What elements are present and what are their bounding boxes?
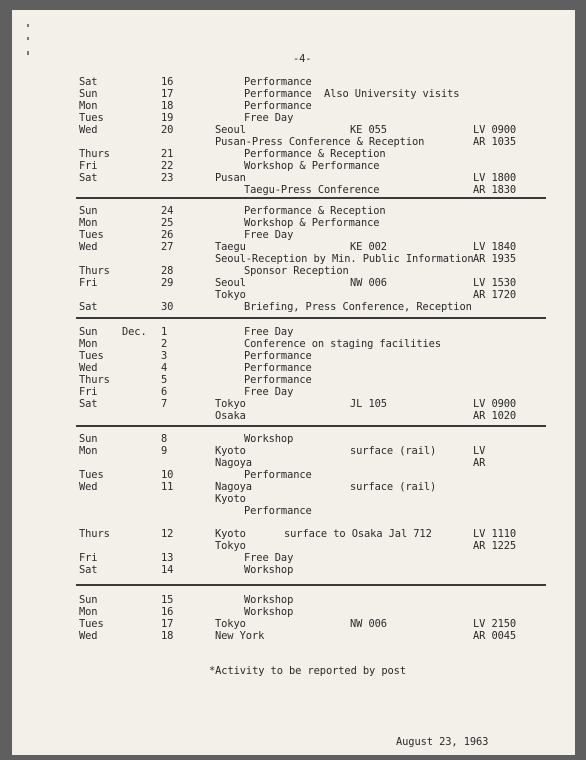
row-city: Nagoya	[215, 481, 252, 493]
row-date: 22	[161, 160, 174, 172]
row-activity: Performance	[244, 374, 312, 386]
section-divider	[76, 425, 546, 427]
row-date: 20	[161, 124, 174, 136]
row-date: 8	[161, 433, 168, 445]
row-date: 24	[161, 205, 174, 217]
row-flight: NW 006	[350, 618, 387, 630]
row-day: Thurs	[79, 528, 110, 540]
row-date: 27	[161, 241, 174, 253]
row-city: Taegu	[215, 241, 246, 253]
row-time: AR	[473, 457, 486, 469]
row-date: 14	[161, 564, 174, 576]
row-activity: Performance	[244, 469, 312, 481]
row-day: Sat	[79, 564, 98, 576]
row-time: LV 0900	[473, 398, 517, 410]
row-city: Tokyo	[215, 540, 246, 552]
row-city: Kyoto	[215, 528, 246, 540]
row-flight: JL 105	[350, 398, 387, 410]
row-activity: Workshop	[244, 594, 294, 606]
row-time: AR 1225	[473, 540, 517, 552]
row-activity: Performance & Reception	[244, 148, 386, 160]
row-day: Tues	[79, 112, 104, 124]
row-time: LV 1530	[473, 277, 517, 289]
row-day: Mon	[79, 606, 98, 618]
row-date: 2	[161, 338, 168, 350]
row-time: LV	[473, 445, 486, 457]
row-day: Tues	[79, 350, 104, 362]
row-date: 4	[161, 362, 168, 374]
row-activity: Taegu-Press Conference	[244, 184, 380, 196]
row-city: Seoul-Reception by Min. Public Information	[215, 253, 474, 265]
document-page	[12, 10, 575, 755]
row-date: 10	[161, 469, 174, 481]
row-city: Nagoya	[215, 457, 252, 469]
row-activity: Free Day	[244, 112, 294, 124]
row-day: Sun	[79, 205, 98, 217]
row-time: LV 1800	[473, 172, 517, 184]
row-day: Wed	[79, 241, 98, 253]
row-date: 7	[161, 398, 168, 410]
row-activity: Briefing, Press Conference, Reception	[244, 301, 472, 313]
row-time: AR 1935	[473, 253, 517, 265]
row-city: Kyoto	[215, 445, 246, 457]
date-line: August 23, 1963	[396, 736, 489, 748]
punch-mark	[27, 37, 29, 40]
row-activity: Performance & Reception	[244, 205, 386, 217]
row-city: Tokyo	[215, 398, 246, 410]
row-date: 17	[161, 618, 174, 630]
punch-mark	[27, 51, 29, 55]
row-day: Thurs	[79, 374, 110, 386]
row-day: Tues	[79, 618, 104, 630]
row-month: Dec.	[122, 326, 147, 338]
row-day: Mon	[79, 217, 98, 229]
row-date: 15	[161, 594, 174, 606]
row-city: New York	[215, 630, 265, 642]
row-date: 29	[161, 277, 174, 289]
row-date: 28	[161, 265, 174, 277]
row-activity: Workshop & Performance	[244, 160, 380, 172]
row-flight: NW 006	[350, 277, 387, 289]
row-date: 30	[161, 301, 174, 313]
row-activity: Free Day	[244, 229, 294, 241]
row-activity: Conference on staging facilities	[244, 338, 441, 350]
row-activity: Performance	[244, 350, 312, 362]
section-divider	[76, 197, 546, 199]
row-activity: Workshop	[244, 564, 294, 576]
row-time: AR 1035	[473, 136, 517, 148]
row-time: AR 1830	[473, 184, 517, 196]
row-activity: Free Day	[244, 552, 294, 564]
row-date: 12	[161, 528, 174, 540]
row-date: 16	[161, 606, 174, 618]
row-time: LV 2150	[473, 618, 517, 630]
row-city: Kyoto	[215, 493, 246, 505]
row-time: AR 1720	[473, 289, 517, 301]
row-date: 9	[161, 445, 168, 457]
row-activity: Performance	[244, 362, 312, 374]
row-date: 3	[161, 350, 168, 362]
row-flight: surface (rail)	[350, 481, 437, 493]
row-activity: Sponsor Reception	[244, 265, 349, 277]
row-time: LV 0900	[473, 124, 517, 136]
row-activity: Performance	[244, 100, 312, 112]
row-date: 6	[161, 386, 168, 398]
row-time: LV 1840	[473, 241, 517, 253]
row-time: AR 0045	[473, 630, 517, 642]
row-activity: Free Day	[244, 326, 294, 338]
row-city: Osaka	[215, 410, 246, 422]
section-divider	[76, 584, 546, 586]
page-number: -4-	[293, 53, 312, 65]
row-activity: Performance	[244, 505, 312, 517]
row-day: Sat	[79, 398, 98, 410]
row-date: 21	[161, 148, 174, 160]
row-activity: Performance	[244, 76, 312, 88]
row-day: Wed	[79, 481, 98, 493]
row-city: Seoul	[215, 124, 246, 136]
row-day: Sat	[79, 172, 98, 184]
row-date: 19	[161, 112, 174, 124]
row-city: Pusan	[215, 172, 246, 184]
punch-mark	[27, 24, 29, 27]
row-day: Mon	[79, 445, 98, 457]
row-day: Tues	[79, 229, 104, 241]
row-city: Tokyo	[215, 289, 246, 301]
row-city: Seoul	[215, 277, 246, 289]
row-city: Tokyo	[215, 618, 246, 630]
row-day: Mon	[79, 338, 98, 350]
row-date: 11	[161, 481, 174, 493]
row-activity: Free Day	[244, 386, 294, 398]
row-flight: KE 002	[350, 241, 387, 253]
row-date: 17	[161, 88, 174, 100]
row-day: Fri	[79, 386, 98, 398]
row-day: Sun	[79, 88, 98, 100]
row-flight: surface (rail)	[350, 445, 437, 457]
row-day: Sun	[79, 594, 98, 606]
row-day: Wed	[79, 630, 98, 642]
row-day: Sat	[79, 301, 98, 313]
row-day: Sat	[79, 76, 98, 88]
row-time: LV 1110	[473, 528, 517, 540]
row-day: Thurs	[79, 265, 110, 277]
row-day: Tues	[79, 469, 104, 481]
row-activity: Workshop	[244, 606, 294, 618]
row-activity: Performance Also University visits	[244, 88, 460, 100]
row-day: Sun	[79, 326, 98, 338]
row-date: 25	[161, 217, 174, 229]
row-flight: KE 055	[350, 124, 387, 136]
row-day: Sun	[79, 433, 98, 445]
row-city: Pusan-Press Conference & Reception	[215, 136, 425, 148]
row-day: Thurs	[79, 148, 110, 160]
row-date: 18	[161, 630, 174, 642]
row-date: 18	[161, 100, 174, 112]
row-date: 5	[161, 374, 168, 386]
section-divider	[76, 317, 546, 319]
row-date: 1	[161, 326, 168, 338]
row-day: Wed	[79, 362, 98, 374]
row-day: Wed	[79, 124, 98, 136]
row-time: AR 1020	[473, 410, 517, 422]
row-day: Fri	[79, 552, 98, 564]
row-activity: Workshop	[244, 433, 294, 445]
row-date: 13	[161, 552, 174, 564]
row-date: 23	[161, 172, 174, 184]
row-day: Fri	[79, 160, 98, 172]
row-date: 16	[161, 76, 174, 88]
row-note: surface to Osaka Jal 712	[284, 528, 432, 540]
row-day: Mon	[79, 100, 98, 112]
row-day: Fri	[79, 277, 98, 289]
row-date: 26	[161, 229, 174, 241]
row-activity: Workshop & Performance	[244, 217, 380, 229]
footnote: *Activity to be reported by post	[209, 665, 406, 677]
